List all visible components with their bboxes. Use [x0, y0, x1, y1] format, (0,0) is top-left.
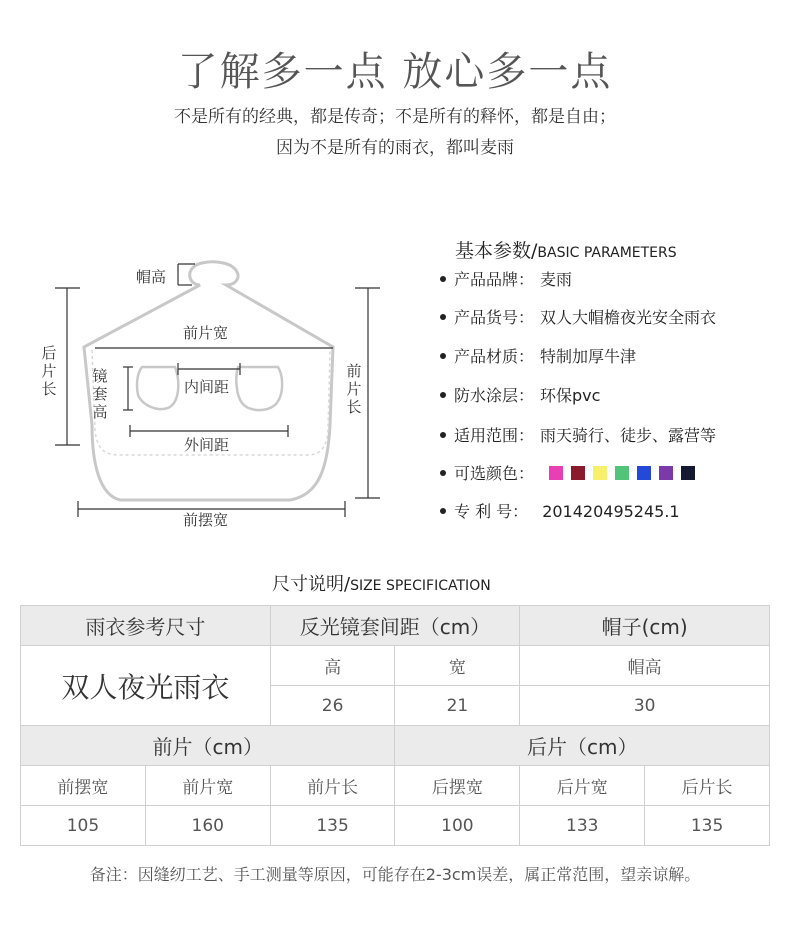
label-front-width: 前片宽	[183, 324, 229, 342]
slogan-line-2: 因为不是所有的雨衣，都叫麦雨	[276, 138, 514, 158]
table-cell: 135	[645, 806, 770, 846]
size-table	[20, 605, 770, 846]
table-cell: 105	[21, 806, 146, 846]
size-heading-en: SIZE SPECIFICATION	[350, 578, 491, 594]
table-header-cell: 后片（cm）	[395, 726, 770, 766]
table-cell: 100	[395, 806, 520, 846]
model-name-cell: 双人夜光雨衣	[21, 646, 271, 726]
label-mirror-height: 镜套高	[92, 367, 108, 421]
label-outer-spacing: 外间距	[184, 436, 230, 454]
table-cell: 30	[520, 686, 770, 726]
table-cell: 21	[395, 686, 520, 726]
footnote: 备注：因缝纫工艺、手工测量等原因，可能存在2-3cm误差，属正常范围，望亲谅解。	[89, 865, 701, 884]
param-label: 可选颜色：	[454, 464, 535, 483]
table-cell: 高	[270, 646, 395, 686]
param-material	[440, 344, 636, 367]
param-item-no	[440, 305, 716, 328]
table-cell: 后摆宽	[395, 766, 520, 806]
param-label: 产品品牌：	[454, 270, 535, 289]
table-cell: 帽高	[520, 646, 770, 686]
table-header-cell: 反光镜套间距（cm）	[270, 606, 520, 646]
color-swatch-navy[interactable]	[681, 466, 695, 480]
bullet-icon	[440, 276, 446, 282]
table-row	[21, 766, 770, 806]
color-swatch-blue[interactable]	[637, 466, 651, 480]
bullet-icon	[440, 508, 446, 514]
table-cell: 宽	[395, 646, 520, 686]
table-header-cell: 帽子(cm)	[520, 606, 770, 646]
param-value: 201420495245.1	[542, 502, 680, 521]
bullet-icon	[440, 470, 446, 476]
table-header-cell: 前片（cm）	[21, 726, 395, 766]
params-heading	[455, 236, 677, 263]
size-heading-cn: 尺寸说明/	[272, 574, 351, 595]
table-row	[21, 726, 770, 766]
param-value: 麦雨	[540, 270, 573, 289]
color-swatch-pink[interactable]	[549, 466, 563, 480]
param-label: 产品货号：	[454, 308, 535, 327]
table-cell: 26	[270, 686, 395, 726]
param-value: 特制加厚牛津	[540, 347, 637, 366]
params-heading-en: BASIC PARAMETERS	[537, 245, 677, 261]
table-cell: 133	[520, 806, 645, 846]
table-cell: 160	[145, 806, 270, 846]
param-coating	[440, 383, 600, 406]
param-label: 产品材质：	[454, 347, 535, 366]
param-brand	[440, 267, 572, 290]
table-row	[21, 606, 770, 646]
param-label: 适用范围：	[454, 426, 535, 445]
color-swatch-purple[interactable]	[659, 466, 673, 480]
bullet-icon	[440, 353, 446, 359]
table-header-cell: 雨衣参考尺寸	[21, 606, 271, 646]
bullet-icon	[440, 392, 446, 398]
params-heading-cn: 基本参数/	[455, 240, 538, 262]
table-cell: 后片宽	[520, 766, 645, 806]
param-value: 双人大帽檐夜光安全雨衣	[540, 308, 717, 327]
table-row	[21, 646, 770, 686]
table-cell: 后片长	[645, 766, 770, 806]
label-front-length: 前片长	[346, 362, 362, 416]
table-cell: 前摆宽	[21, 766, 146, 806]
param-label: 专 利 号：	[454, 502, 529, 521]
bullet-icon	[440, 432, 446, 438]
param-usage	[440, 423, 716, 446]
color-swatch-wine[interactable]	[571, 466, 585, 480]
color-swatch-green[interactable]	[615, 466, 629, 480]
param-value: 雨天骑行、徒步、露营等	[540, 426, 717, 445]
param-label: 防水涂层：	[454, 386, 535, 405]
bullet-icon	[440, 314, 446, 320]
label-back-length: 后片长	[41, 344, 57, 398]
table-cell: 前片宽	[145, 766, 270, 806]
table-row	[21, 806, 770, 846]
slogan-line-1: 不是所有的经典，都是传奇；不是所有的释怀，都是自由；	[174, 107, 616, 127]
label-inner-spacing: 内间距	[184, 378, 230, 396]
table-cell: 前片长	[270, 766, 395, 806]
param-value: 环保pvc	[540, 386, 601, 405]
param-colors	[440, 461, 695, 484]
page-title: 了解多一点 放心多一点	[177, 49, 613, 95]
label-front-hem-width: 前摆宽	[183, 511, 229, 529]
label-hat-height: 帽高	[136, 268, 167, 286]
table-cell: 135	[270, 806, 395, 846]
param-patent	[440, 499, 680, 522]
size-heading	[272, 570, 491, 596]
color-swatch-yellow[interactable]	[593, 466, 607, 480]
